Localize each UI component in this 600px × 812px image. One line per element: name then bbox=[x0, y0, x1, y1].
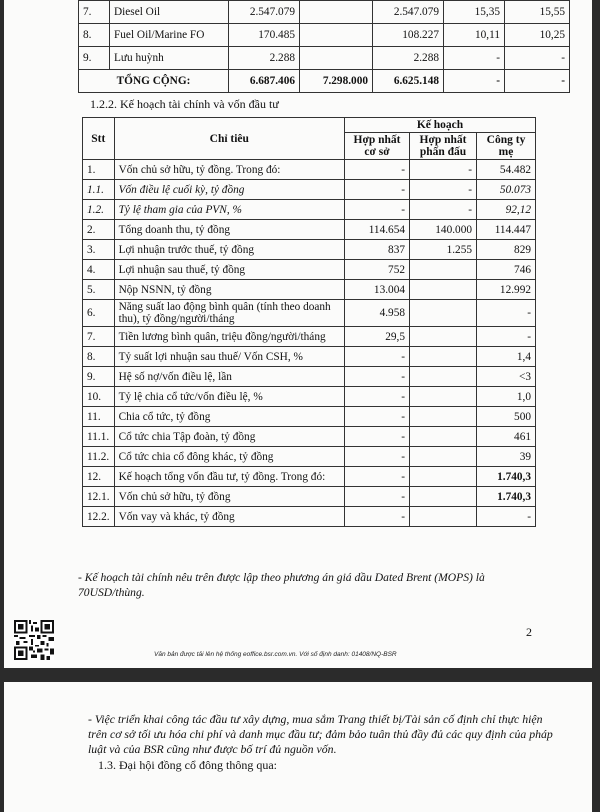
table-row bbox=[83, 160, 536, 180]
table-row bbox=[83, 240, 536, 260]
cell-cong-ty-me: <3 bbox=[477, 367, 536, 387]
cell-hop-nhat-co-so: 837 bbox=[345, 240, 410, 260]
cell-value: 2.547.079 bbox=[373, 1, 444, 24]
cell-value bbox=[300, 24, 373, 47]
footer-text: Văn bản được tải lên hệ thống eoffice.bsr.com.vn. Với số định danh: 01408/NQ-BSR bbox=[154, 651, 397, 658]
cell-cong-ty-me: 829 bbox=[477, 240, 536, 260]
cell-value: - bbox=[444, 47, 505, 70]
cell-hop-nhat-phan-dau: - bbox=[410, 160, 477, 180]
cell-chi-tieu: Tổng doanh thu, tỷ đồng bbox=[114, 220, 344, 240]
cell-hop-nhat-phan-dau: 1.255 bbox=[410, 240, 477, 260]
cell-cong-ty-me: 12.992 bbox=[477, 280, 536, 300]
cell-name: Fuel Oil/Marine FO bbox=[110, 24, 229, 47]
total-value: 7.298.000 bbox=[300, 70, 373, 93]
cell-value: 10,25 bbox=[505, 24, 570, 47]
cell-hop-nhat-phan-dau bbox=[410, 260, 477, 280]
table-row bbox=[83, 347, 536, 367]
table-row bbox=[79, 47, 570, 70]
cell-value: 170.485 bbox=[229, 24, 300, 47]
cell-stt: 11.2. bbox=[83, 447, 115, 467]
total-label: TỔNG CỘNG: bbox=[79, 70, 229, 93]
cell-stt: 10. bbox=[83, 387, 115, 407]
cell-chi-tieu: Vốn vay và khác, tỷ đồng bbox=[114, 507, 344, 527]
cell-cong-ty-me: - bbox=[477, 507, 536, 527]
cell-cong-ty-me: 54.482 bbox=[477, 160, 536, 180]
page-number: 2 bbox=[526, 625, 532, 639]
cell-hop-nhat-co-so: - bbox=[345, 387, 410, 407]
cell-hop-nhat-phan-dau bbox=[410, 327, 477, 347]
cell-chi-tieu: Nộp NSNN, tỷ đồng bbox=[114, 280, 344, 300]
document-page-2 bbox=[4, 682, 592, 812]
cell-stt: 8. bbox=[79, 24, 110, 47]
cell-stt: 8. bbox=[83, 347, 115, 367]
cell-chi-tieu: Vốn điều lệ cuối kỳ, tỷ đồng bbox=[114, 180, 344, 200]
cell-hop-nhat-co-so: - bbox=[345, 447, 410, 467]
cell-hop-nhat-phan-dau bbox=[410, 447, 477, 467]
cell-hop-nhat-co-so: - bbox=[345, 427, 410, 447]
table-row bbox=[83, 407, 536, 427]
cell-cong-ty-me: 50.073 bbox=[477, 180, 536, 200]
cell-hop-nhat-co-so: - bbox=[345, 160, 410, 180]
cell-cong-ty-me: - bbox=[477, 327, 536, 347]
cell-value bbox=[300, 47, 373, 70]
document-page-1 bbox=[4, 0, 592, 668]
cell-hop-nhat-phan-dau bbox=[410, 387, 477, 407]
table-row bbox=[83, 507, 536, 527]
section-heading: 1.2.2. Kế hoạch tài chính và vốn đầu tư bbox=[90, 97, 279, 111]
cell-chi-tieu: Cổ tức chia Tập đoàn, tỷ đồng bbox=[114, 427, 344, 447]
cell-hop-nhat-phan-dau bbox=[410, 487, 477, 507]
cell-chi-tieu: Chia cổ tức, tỷ đồng bbox=[114, 407, 344, 427]
cell-chi-tieu: Vốn chủ sở hữu, tỷ đồng bbox=[114, 487, 344, 507]
cell-chi-tieu: Lợi nhuận sau thuế, tỷ đồng bbox=[114, 260, 344, 280]
cell-stt: 7. bbox=[83, 327, 115, 347]
cell-cong-ty-me: 39 bbox=[477, 447, 536, 467]
header-hop-nhat-phan-dau: Hợp nhất phấn đấu bbox=[410, 133, 477, 160]
cell-stt: 11. bbox=[83, 407, 115, 427]
cell-cong-ty-me: 1,0 bbox=[477, 387, 536, 407]
table-row bbox=[79, 1, 570, 24]
cell-hop-nhat-co-so: - bbox=[345, 407, 410, 427]
table-row bbox=[83, 300, 536, 327]
cell-chi-tieu: Tỷ lệ chia cổ tức/vốn điều lệ, % bbox=[114, 387, 344, 407]
cell-chi-tieu: Cổ tức chia cổ đông khác, tỷ đồng bbox=[114, 447, 344, 467]
table-row bbox=[83, 427, 536, 447]
header-chi-tieu: Chỉ tiêu bbox=[114, 118, 344, 160]
table-row bbox=[83, 447, 536, 467]
cell-cong-ty-me: - bbox=[477, 300, 536, 327]
cell-hop-nhat-co-so: - bbox=[345, 200, 410, 220]
cell-stt: 9. bbox=[83, 367, 115, 387]
cell-chi-tieu: Tỷ suất lợi nhuận sau thuế/ Vốn CSH, % bbox=[114, 347, 344, 367]
cell-hop-nhat-co-so: - bbox=[345, 347, 410, 367]
total-value: - bbox=[505, 70, 570, 93]
cell-cong-ty-me: 500 bbox=[477, 407, 536, 427]
cell-hop-nhat-co-so: 29,5 bbox=[345, 327, 410, 347]
cell-cong-ty-me: 1.740,3 bbox=[477, 487, 536, 507]
cell-value: 2.288 bbox=[373, 47, 444, 70]
table-row bbox=[79, 24, 570, 47]
total-value: 6.687.406 bbox=[229, 70, 300, 93]
cell-stt: 3. bbox=[83, 240, 115, 260]
cell-hop-nhat-phan-dau bbox=[410, 507, 477, 527]
cell-hop-nhat-co-so: 4.958 bbox=[345, 300, 410, 327]
table-row bbox=[83, 200, 536, 220]
finance-plan-table bbox=[82, 117, 536, 527]
cell-hop-nhat-phan-dau bbox=[410, 280, 477, 300]
table-row bbox=[83, 260, 536, 280]
table-row bbox=[83, 180, 536, 200]
total-value: 6.625.148 bbox=[373, 70, 444, 93]
table-row bbox=[83, 387, 536, 407]
cell-stt: 12.2. bbox=[83, 507, 115, 527]
cell-value: 108.227 bbox=[373, 24, 444, 47]
cell-stt: 5. bbox=[83, 280, 115, 300]
cell-hop-nhat-co-so: 13.004 bbox=[345, 280, 410, 300]
cell-cong-ty-me: 92,12 bbox=[477, 200, 536, 220]
page2-item: 1.3. Đại hội đồng cổ đông thông qua: bbox=[98, 758, 277, 772]
cell-hop-nhat-phan-dau bbox=[410, 347, 477, 367]
cell-chi-tieu: Lợi nhuận trước thuế, tỷ đồng bbox=[114, 240, 344, 260]
cell-cong-ty-me: 114.447 bbox=[477, 220, 536, 240]
cell-value: 10,11 bbox=[444, 24, 505, 47]
table-row bbox=[83, 280, 536, 300]
cell-chi-tieu: Tỷ lệ tham gia của PVN, % bbox=[114, 200, 344, 220]
cell-cong-ty-me: 1,4 bbox=[477, 347, 536, 367]
cell-chi-tieu: Năng suất lao động bình quân (tính theo doanh thu), tỷ đồng/người/tháng bbox=[114, 300, 344, 327]
cell-stt: 9. bbox=[79, 47, 110, 70]
cell-value: - bbox=[505, 47, 570, 70]
cell-stt: 11.1. bbox=[83, 427, 115, 447]
cell-hop-nhat-co-so: - bbox=[345, 507, 410, 527]
cell-stt: 1.1. bbox=[83, 180, 115, 200]
table-row bbox=[83, 487, 536, 507]
table-note: - Kế hoạch tài chính nêu trên được lập theo phương án giá dầu Dated Brent (MOPS) là 70USD/thùng. bbox=[78, 571, 485, 599]
cell-value bbox=[300, 1, 373, 24]
table-row bbox=[83, 327, 536, 347]
cell-value: 2.288 bbox=[229, 47, 300, 70]
cell-hop-nhat-co-so: 752 bbox=[345, 260, 410, 280]
header-ke-hoach: Kế hoạch bbox=[345, 118, 536, 133]
cell-hop-nhat-co-so: - bbox=[345, 367, 410, 387]
cell-stt: 7. bbox=[79, 1, 110, 24]
header-hop-nhat-co-so: Hợp nhất cơ sở bbox=[345, 133, 410, 160]
cell-chi-tieu: Hệ số nợ/vốn điều lệ, lần bbox=[114, 367, 344, 387]
total-value: - bbox=[444, 70, 505, 93]
cell-hop-nhat-phan-dau bbox=[410, 467, 477, 487]
cell-hop-nhat-phan-dau bbox=[410, 300, 477, 327]
cell-hop-nhat-phan-dau bbox=[410, 367, 477, 387]
cell-chi-tieu: Vốn chủ sở hữu, tỷ đồng. Trong đó: bbox=[114, 160, 344, 180]
cell-value: 15,35 bbox=[444, 1, 505, 24]
page2-paragraph: - Việc triển khai công tác đầu tư xây dựng, mua sắm Trang thiết bị/Tài sản cố định chỉ thực hiện trên cơ sở tối ưu hóa chi phí và danh mục đầu tư; đảm bảo tuân thủ đầy đủ các quy định của pháp luật và của BSR cũng như được bố trí đủ nguồn vốn. bbox=[88, 712, 553, 756]
cell-cong-ty-me: 746 bbox=[477, 260, 536, 280]
cell-value: 2.547.079 bbox=[229, 1, 300, 24]
cell-name: Diesel Oil bbox=[110, 1, 229, 24]
header-stt: Stt bbox=[83, 118, 115, 160]
cell-hop-nhat-phan-dau: - bbox=[410, 200, 477, 220]
cell-cong-ty-me: 461 bbox=[477, 427, 536, 447]
cell-chi-tieu: Tiền lương bình quân, triệu đồng/người/tháng bbox=[114, 327, 344, 347]
cell-stt: 4. bbox=[83, 260, 115, 280]
header-cong-ty-me: Công ty mẹ bbox=[477, 133, 536, 160]
cell-hop-nhat-phan-dau: 140.000 bbox=[410, 220, 477, 240]
cell-stt: 1.2. bbox=[83, 200, 115, 220]
cell-hop-nhat-co-so: 114.654 bbox=[345, 220, 410, 240]
cell-chi-tieu: Kế hoạch tổng vốn đầu tư, tỷ đồng. Trong đó: bbox=[114, 467, 344, 487]
cell-stt: 12. bbox=[83, 467, 115, 487]
table-row bbox=[83, 367, 536, 387]
cell-stt: 2. bbox=[83, 220, 115, 240]
total-row bbox=[79, 70, 570, 93]
cell-hop-nhat-co-so: - bbox=[345, 467, 410, 487]
cell-hop-nhat-co-so: - bbox=[345, 487, 410, 507]
cell-stt: 12.1. bbox=[83, 487, 115, 507]
cell-hop-nhat-phan-dau bbox=[410, 427, 477, 447]
qr-code-icon bbox=[14, 620, 54, 660]
cell-hop-nhat-phan-dau: - bbox=[410, 180, 477, 200]
cell-value: 15,55 bbox=[505, 1, 570, 24]
cell-hop-nhat-phan-dau bbox=[410, 407, 477, 427]
table-row bbox=[83, 467, 536, 487]
table-row bbox=[83, 220, 536, 240]
cell-name: Lưu huỳnh bbox=[110, 47, 229, 70]
cell-cong-ty-me: 1.740,3 bbox=[477, 467, 536, 487]
production-table bbox=[78, 0, 570, 93]
cell-hop-nhat-co-so: - bbox=[345, 180, 410, 200]
cell-stt: 6. bbox=[83, 300, 115, 327]
cell-stt: 1. bbox=[83, 160, 115, 180]
